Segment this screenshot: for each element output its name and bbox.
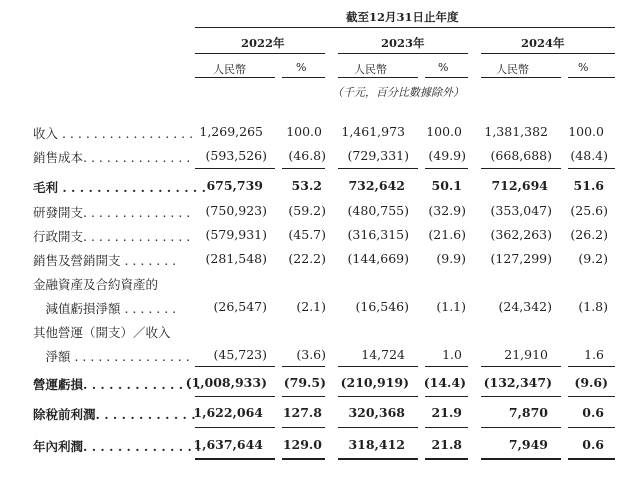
- subtotal-rule-amount-2023: [338, 427, 418, 428]
- cell: (750,923): [205, 203, 267, 218]
- cell: (3.6): [296, 347, 326, 362]
- subtotal-rule-amount-2023: [338, 168, 418, 169]
- row-label-rnd-expenses: 研發開支. . . . . . . . . . . . . .: [33, 205, 191, 220]
- subtotal-rule-pct-2022: [282, 396, 325, 397]
- year-2023: 2023年: [381, 36, 425, 50]
- cell: (127,299): [490, 251, 552, 266]
- cell: (9.6): [574, 375, 608, 390]
- col-pct-2024: %: [578, 61, 589, 74]
- subtotal-rule-amount-2024: [481, 168, 561, 169]
- cell: (79.5): [283, 375, 326, 390]
- cell: 732,642: [348, 178, 405, 193]
- cell: 100.0: [426, 124, 462, 139]
- cell: 51.6: [573, 178, 604, 193]
- subtotal-rule-amount-2023: [338, 366, 418, 367]
- cell: (14.4): [423, 375, 466, 390]
- cell: (25.6): [570, 203, 608, 218]
- cell: 127.8: [282, 405, 322, 420]
- col-underline-pct-2024: [568, 77, 615, 78]
- final-rule-pct-2023: [425, 458, 468, 460]
- cell: 21,910: [504, 347, 548, 362]
- row-label-impairment-line1: 金融資產及合約資產的: [33, 277, 159, 292]
- cell: (32.9): [428, 203, 466, 218]
- cell: 1.0: [442, 347, 462, 362]
- cell: (281,548): [205, 251, 267, 266]
- cell: 675,739: [206, 178, 263, 193]
- cell: 320,368: [348, 405, 405, 420]
- row-label-other-ops-line2: 淨額 . . . . . . . . . . . . . . .: [33, 349, 190, 364]
- subtotal-rule-amount-2024: [481, 366, 561, 367]
- subtotal-rule-amount-2024: [481, 427, 561, 428]
- col-underline-pct-2023: [425, 77, 468, 78]
- subtotal-rule-amount-2022: [195, 427, 275, 428]
- cell: (362,263): [490, 227, 552, 242]
- cell: 0.6: [582, 437, 604, 452]
- cell: 100.0: [568, 124, 604, 139]
- cell: (9.2): [578, 251, 608, 266]
- units-note: （千元，百分比數據除外）: [332, 86, 464, 99]
- cell: 7,949: [508, 437, 548, 452]
- period-underline: [195, 27, 615, 28]
- subtotal-rule-pct-2022: [282, 366, 325, 367]
- subtotal-rule-pct-2023: [425, 168, 468, 169]
- row-label-selling-expenses: 銷售及營銷開支 . . . . . . .: [33, 253, 177, 268]
- subtotal-rule-pct-2023: [425, 427, 468, 428]
- cell: 21.9: [431, 405, 462, 420]
- subtotal-rule-pct-2023: [425, 366, 468, 367]
- col-pct-2023: %: [438, 61, 449, 74]
- cell: 1.6: [584, 347, 604, 362]
- row-label-admin-expenses: 行政開支. . . . . . . . . . . . . .: [33, 229, 191, 244]
- cell: (26.2): [570, 227, 608, 242]
- subtotal-rule-pct-2024: [568, 366, 615, 367]
- cell: (48.4): [570, 148, 608, 163]
- cell: 53.2: [291, 178, 322, 193]
- year-2024: 2024年: [521, 36, 565, 50]
- cell: (24,342): [498, 299, 552, 314]
- col-pct-2022: %: [296, 61, 307, 74]
- cell: 712,694: [491, 178, 548, 193]
- subtotal-rule-pct-2022: [282, 427, 325, 428]
- row-label-gross-profit: 毛利 . . . . . . . . . . . . . . . . .: [33, 180, 206, 195]
- cell: (21.6): [428, 227, 466, 242]
- cell: (668,688): [490, 148, 552, 163]
- cell: 100.0: [286, 124, 322, 139]
- year-underline-2024: [481, 53, 615, 54]
- cell: 318,412: [348, 437, 405, 452]
- col-amount-2024: 人民幣: [496, 63, 529, 76]
- subtotal-rule-amount-2022: [195, 168, 275, 169]
- cell: (729,331): [347, 148, 409, 163]
- period-header: 截至12月31日止年度: [346, 10, 459, 24]
- cell: (49.9): [428, 148, 466, 163]
- cell: (45.7): [288, 227, 326, 242]
- cell: 129.0: [282, 437, 322, 452]
- final-rule-pct-2024: [568, 458, 615, 460]
- cell: 1,622,064: [193, 405, 263, 420]
- col-underline-amount-2023: [338, 77, 418, 78]
- cell: (132,347): [483, 375, 552, 390]
- cell: (1,008,933): [185, 375, 267, 390]
- row-label-other-ops-line1: 其他營運（開支）／收入: [33, 325, 171, 340]
- cell: (9.9): [436, 251, 466, 266]
- subtotal-rule-amount-2022: [195, 396, 275, 397]
- subtotal-rule-pct-2024: [568, 168, 615, 169]
- col-amount-2022: 人民幣: [213, 63, 246, 76]
- cell: 1,269,265: [199, 124, 263, 139]
- cell: 1,637,644: [193, 437, 263, 452]
- cell: (316,315): [347, 227, 409, 242]
- cell: (46.8): [288, 148, 326, 163]
- cell: (210,919): [340, 375, 409, 390]
- subtotal-rule-amount-2024: [481, 396, 561, 397]
- cell: (144,669): [347, 251, 409, 266]
- row-label-cost-of-sales: 銷售成本. . . . . . . . . . . . . .: [33, 150, 191, 165]
- subtotal-rule-pct-2023: [425, 396, 468, 397]
- col-underline-amount-2024: [481, 77, 561, 78]
- subtotal-rule-amount-2022: [195, 366, 275, 367]
- final-rule-amount-2024: [481, 458, 561, 460]
- col-underline-pct-2022: [282, 77, 325, 78]
- final-rule-pct-2022: [282, 458, 325, 460]
- cell: 50.1: [431, 178, 462, 193]
- subtotal-rule-pct-2024: [568, 427, 615, 428]
- subtotal-rule-pct-2024: [568, 396, 615, 397]
- year-2022: 2022年: [241, 36, 285, 50]
- subtotal-rule-amount-2023: [338, 396, 418, 397]
- cell: 21.8: [431, 437, 462, 452]
- cell: 1,381,382: [484, 124, 548, 139]
- cell: (45,723): [213, 347, 267, 362]
- cell: 1,461,973: [341, 124, 405, 139]
- final-rule-amount-2022: [195, 458, 275, 460]
- cell: 0.6: [582, 405, 604, 420]
- cell: 7,870: [508, 405, 548, 420]
- final-rule-amount-2023: [338, 458, 418, 460]
- cell: (593,526): [205, 148, 267, 163]
- cell: (22.2): [288, 251, 326, 266]
- cell: (1.1): [436, 299, 466, 314]
- cell: (59.2): [288, 203, 326, 218]
- cell: (2.1): [296, 299, 326, 314]
- cell: (353,047): [490, 203, 552, 218]
- cell: (26,547): [213, 299, 267, 314]
- subtotal-rule-pct-2022: [282, 168, 325, 169]
- year-underline-2022: [195, 53, 325, 54]
- col-underline-amount-2022: [195, 77, 275, 78]
- row-label-revenue: 收入 . . . . . . . . . . . . . . . . .: [33, 126, 194, 141]
- row-label-operating-loss: 營運虧損. . . . . . . . . . . . . .: [33, 377, 201, 392]
- cell: (16,546): [355, 299, 409, 314]
- year-underline-2023: [338, 53, 468, 54]
- cell: (1.8): [578, 299, 608, 314]
- row-label-profit-before-tax: 除稅前利潤. . . . . . . . . . . .: [33, 407, 196, 422]
- cell: (480,755): [347, 203, 409, 218]
- row-label-impairment-line2: 減值虧損淨額 . . . . . . .: [33, 301, 177, 316]
- col-amount-2023: 人民幣: [354, 63, 387, 76]
- cell: (579,931): [205, 227, 267, 242]
- row-label-profit-for-year: 年內利潤. . . . . . . . . . . . . .: [33, 439, 201, 454]
- cell: 14,724: [361, 347, 405, 362]
